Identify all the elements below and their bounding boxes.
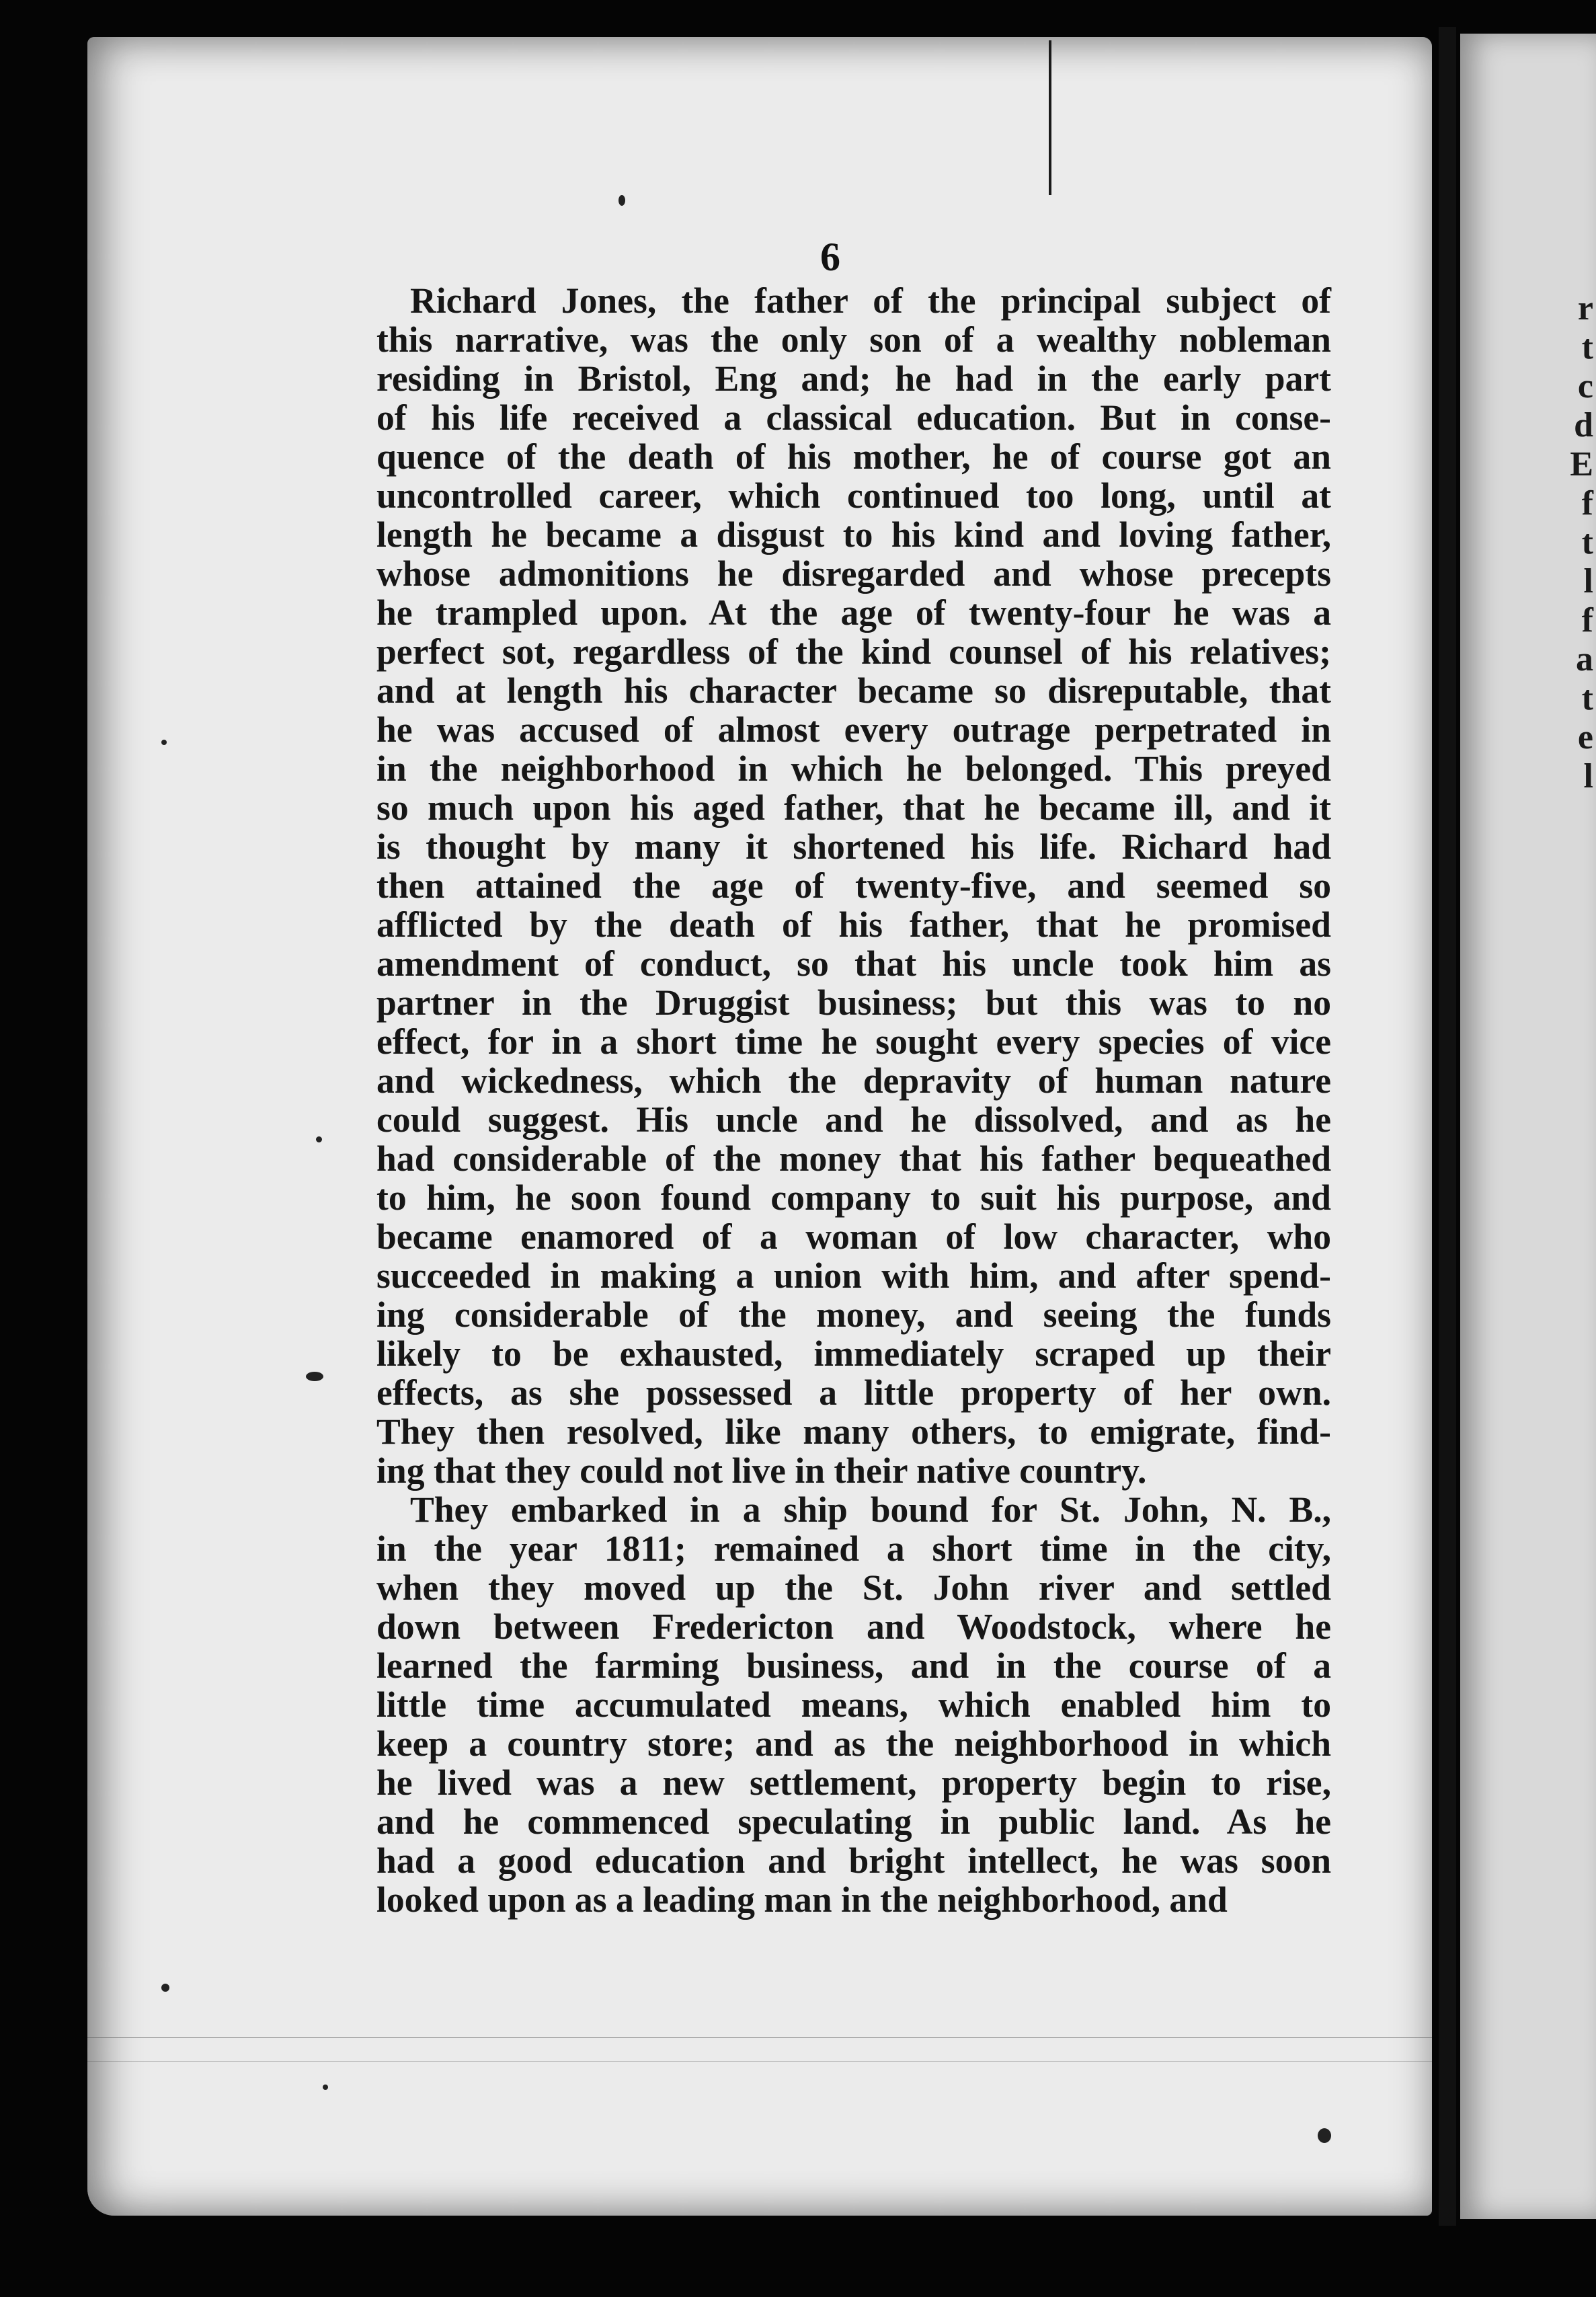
- page-number: 6: [820, 235, 840, 279]
- ink-speck: [316, 1136, 322, 1142]
- text-line: amendment of conduct, so that his uncle took him as: [376, 943, 1331, 984]
- text-line: whose admonitions he disregarded and whose precepts: [376, 553, 1331, 594]
- text-line: length he became a disgust to his kind and loving father,: [376, 514, 1331, 555]
- text-line: of his life received a classical education. But in conse-: [376, 397, 1331, 438]
- ink-speck: [161, 740, 167, 745]
- facing-page-edge: [1460, 34, 1596, 2219]
- ink-speck: [619, 195, 625, 206]
- ink-speck: [1318, 2128, 1331, 2143]
- ink-speck: [306, 1372, 323, 1381]
- text-line: uncontrolled career, which continued too long, until at: [376, 475, 1331, 516]
- text-line: ing considerable of the money, and seeing the funds: [376, 1294, 1331, 1335]
- text-line: this narrative, was the only son of a wealthy nobleman: [376, 319, 1331, 360]
- text-line: he was accused of almost every outrage perpetrated in: [376, 709, 1331, 750]
- text-line: to him, he soon found company to suit his purpose, and: [376, 1177, 1331, 1218]
- text-line: had a good education and bright intellect, he was soon: [376, 1840, 1331, 1881]
- text-line: residing in Bristol, Eng and; he had in the early part: [376, 358, 1331, 399]
- text-line: so much upon his aged father, that he became ill, and it: [376, 787, 1331, 828]
- text-line: became enamored of a woman of low character, who: [376, 1216, 1331, 1257]
- page-rule: [87, 2037, 1432, 2038]
- page-rule-faint: [87, 2061, 1432, 2062]
- text-line: then attained the age of twenty-five, and seemed so: [376, 865, 1331, 906]
- text-line: is thought by many it shortened his life. Richard had: [376, 826, 1331, 867]
- text-line: They embarked in a ship bound for St. John, N. B.,: [410, 1489, 1331, 1530]
- text-line: and he commenced speculating in public land. As he: [376, 1801, 1331, 1842]
- text-line: in the year 1811; remained a short time in the city,: [376, 1528, 1331, 1569]
- text-line: and wickedness, which the depravity of human nature: [376, 1060, 1331, 1101]
- text-line: could suggest. His uncle and he dissolved, and as he: [376, 1099, 1331, 1140]
- text-line: afflicted by the death of his father, that he promised: [376, 904, 1331, 945]
- text-line: ing that they could not live in their native country.: [376, 1450, 1147, 1491]
- text-line: succeeded in making a union with him, and after spend-: [376, 1255, 1331, 1296]
- text-line: he trampled upon. At the age of twenty-four he was a: [376, 592, 1331, 633]
- text-line: looked upon as a leading man in the neighborhood, and: [376, 1879, 1228, 1920]
- text-line: partner in the Druggist business; but this was to no: [376, 982, 1331, 1023]
- binding-thread: [1049, 40, 1051, 195]
- ink-speck: [161, 1984, 169, 1992]
- text-line: in the neighborhood in which he belonged. This preyed: [376, 748, 1331, 789]
- text-line: had considerable of the money that his father bequeathed: [376, 1138, 1331, 1179]
- text-line: Richard Jones, the father of the principal subject of: [410, 280, 1331, 321]
- text-line: quence of the death of his mother, he of course got an: [376, 436, 1331, 477]
- facing-page-letters: r t c d E f t l f a t e l: [1570, 289, 1593, 795]
- ink-speck: [323, 2085, 328, 2090]
- text-line: he lived was a new settlement, property begin to rise,: [376, 1762, 1331, 1803]
- body-text: [376, 281, 1331, 1919]
- text-line: little time accumulated means, which enabled him to: [376, 1684, 1331, 1725]
- text-line: and at length his character became so disreputable, that: [376, 670, 1331, 711]
- text-line: They then resolved, like many others, to emigrate, find-: [376, 1411, 1331, 1452]
- text-line: perfect sot, regardless of the kind counsel of his relatives;: [376, 631, 1331, 672]
- text-line: down between Fredericton and Woodstock, where he: [376, 1606, 1331, 1647]
- text-line: when they moved up the St. John river and settled: [376, 1567, 1331, 1608]
- text-line: likely to be exhausted, immediately scraped up their: [376, 1333, 1331, 1374]
- gutter-shadow: [1439, 27, 1456, 2226]
- text-line: effects, as she possessed a little property of her own.: [376, 1372, 1331, 1413]
- text-line: effect, for in a short time he sought every species of vice: [376, 1021, 1331, 1062]
- text-line: keep a country store; and as the neighborhood in which: [376, 1723, 1331, 1764]
- text-line: learned the farming business, and in the course of a: [376, 1645, 1331, 1686]
